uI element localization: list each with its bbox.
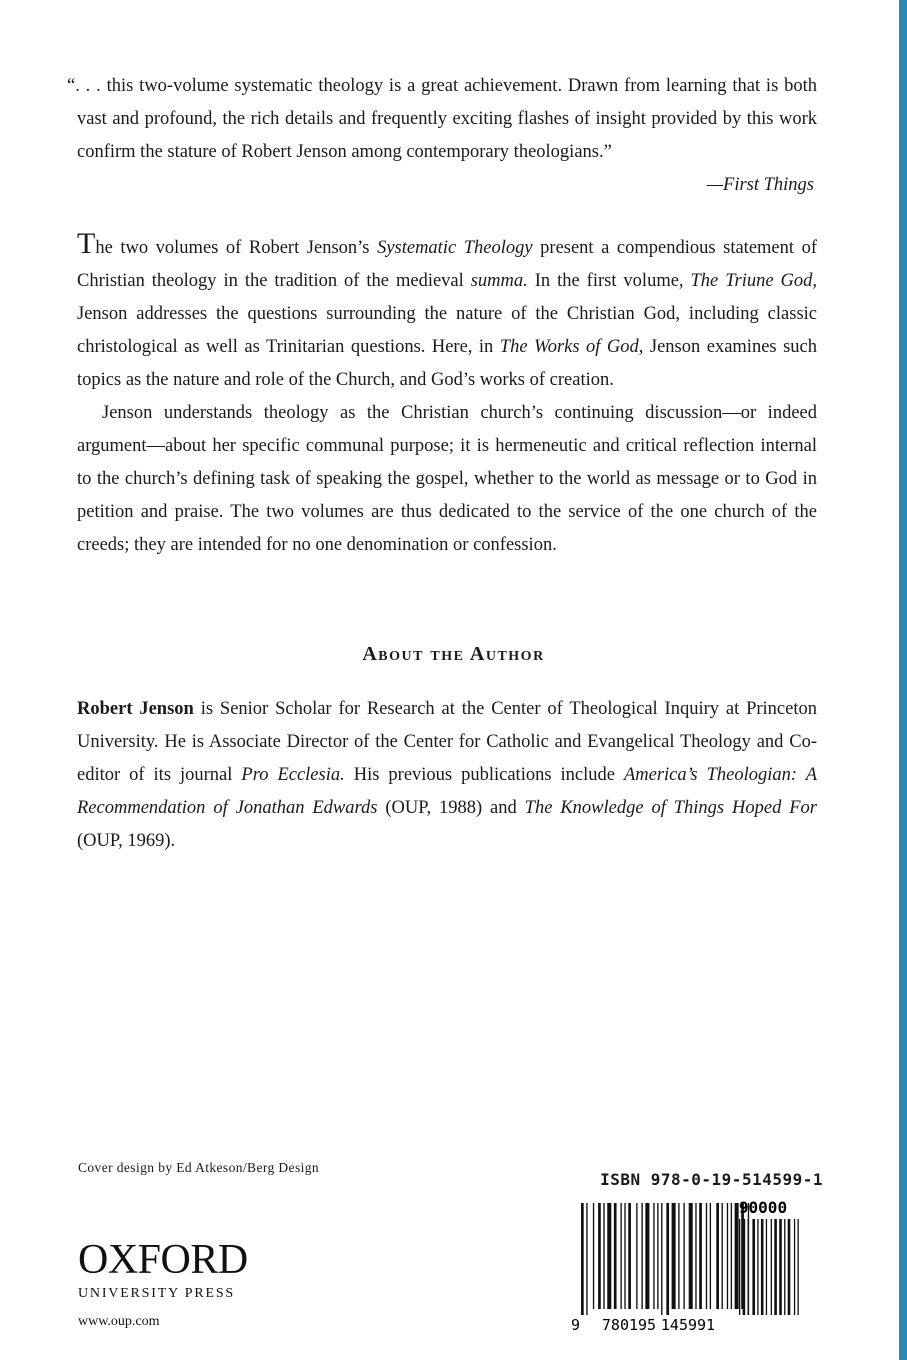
author-bio — [77, 693, 817, 858]
review-quote — [67, 70, 817, 202]
spine-edge-stripe — [899, 0, 907, 1360]
barcode-bar — [607, 1203, 611, 1309]
isbn-barcode-block — [567, 1171, 823, 1334]
barcode-bar — [710, 1203, 711, 1309]
bio-journal-title: Pro Ecclesia. — [241, 765, 345, 785]
addon-bar — [779, 1219, 782, 1315]
addon-bar — [771, 1219, 772, 1315]
barcode-bar — [657, 1203, 658, 1309]
barcode — [567, 1189, 823, 1334]
addon-bar — [784, 1219, 785, 1315]
desc-title-triune-god: The Triune God, — [690, 271, 817, 291]
barcode-bar — [645, 1203, 649, 1309]
publisher-logo — [78, 1238, 248, 1330]
quote-attribution: —First Things — [706, 175, 814, 195]
desc-text: Jenson addresses the questions surrounding the nature of the Christian God, including classic christological as well as Trinitarian questions. Here, in — [77, 304, 817, 357]
bio-book-title-1: America’s Theologian: A Recommendation of Jonathan Edwards — [77, 765, 817, 818]
barcode-bar — [603, 1203, 604, 1309]
addon-bar — [761, 1219, 764, 1315]
barcode-bar — [593, 1203, 594, 1309]
barcode-bar — [695, 1203, 696, 1309]
desc-text: In the first volume, — [527, 271, 691, 291]
addon-bar — [788, 1219, 791, 1315]
addon-bar — [739, 1219, 740, 1315]
isbn-label: ISBN 978-0-19-514599-1 — [600, 1170, 823, 1189]
bio-text: is Senior Scholar for Research at the Center of Theological Inquiry at Princeton University. He is Associate Director of the Center for Catholic and Evangelical Theology and Co-editor of its journal — [77, 699, 817, 785]
addon-bar — [794, 1219, 795, 1315]
about-author-heading: About the Author — [362, 643, 545, 665]
barcode-bar — [661, 1203, 662, 1315]
barcode-digits-right: 145991 — [660, 1316, 716, 1334]
addon-bar — [752, 1219, 755, 1315]
description-paragraph-1 — [77, 227, 817, 397]
barcode-bar — [586, 1203, 587, 1315]
addon-bar — [798, 1219, 799, 1315]
desc-text: present a compendious statement of Christian theology in the tradition of the medieval — [77, 238, 817, 291]
barcode-bar — [614, 1203, 617, 1309]
publisher-subtitle: UNIVERSITY PRESS — [78, 1286, 236, 1301]
quote-text: “. . . this two-volume systematic theology is a great achievement. Drawn from learning that is both vast and profound, the rich details and frequently exciting flashes of insight provided by this work confirm the stature of Robert Jenson among contemporary theologians.” — [67, 76, 817, 162]
publisher-name: OXFORD — [78, 1237, 248, 1283]
publisher-url: www.oup.com — [78, 1314, 160, 1329]
addon-bar — [774, 1219, 777, 1315]
addon-bar — [766, 1219, 767, 1315]
book-description — [77, 227, 817, 562]
barcode-bar — [598, 1203, 601, 1309]
bio-book-title-2: The Knowledge of Things Hoped For — [524, 798, 817, 818]
barcode-digit-lead: 9 — [571, 1316, 581, 1334]
barcode-bar — [666, 1203, 669, 1315]
barcode-bar — [731, 1203, 732, 1309]
desc-title-works-of-god: The Works of God, — [499, 337, 644, 357]
barcode-bar — [735, 1203, 739, 1309]
barcode-bar — [628, 1203, 631, 1309]
barcode-bar — [706, 1203, 707, 1309]
barcode-bar — [636, 1203, 637, 1309]
barcode-bar — [678, 1203, 679, 1309]
barcode-bar — [689, 1203, 693, 1309]
barcode-digits-left: 780195 — [601, 1316, 657, 1334]
ean13-bars — [581, 1203, 749, 1315]
drop-cap: T — [77, 227, 96, 260]
desc-text: Jenson examines such topics as the nature and role of the Church, and God’s works of creation. — [77, 337, 817, 390]
description-paragraph-2: Jenson understands theology as the Christian church’s continuing discussion—or indeed argument—about her specific communal purpose; it is hermeneutic and critical reflection internal to the church’s defining task of speaking the gospel, whether to the world as message or to God in petition and praise. The two volumes are thus dedicated to the service of the one church of the creeds; they are intended for no one denomination or confession. — [77, 403, 817, 555]
barcode-bar — [699, 1203, 702, 1309]
addon-bar — [748, 1219, 749, 1315]
price-addon-bars — [739, 1219, 799, 1315]
barcode-bar — [581, 1203, 584, 1315]
bio-text: (OUP, 1969). — [77, 831, 176, 851]
desc-title-systematic-theology: Systematic Theology — [377, 238, 533, 258]
barcode-bar — [653, 1203, 654, 1309]
barcode-bar — [716, 1203, 719, 1309]
bio-text: His previous publications include — [344, 765, 624, 785]
barcode-bar — [641, 1203, 642, 1309]
price-code-text: 90000 — [738, 1198, 788, 1217]
barcode-bar — [624, 1203, 625, 1309]
addon-bar — [757, 1219, 758, 1315]
author-name: Robert Jenson — [77, 699, 194, 719]
barcode-bar — [727, 1203, 728, 1309]
barcode-bar — [672, 1203, 676, 1309]
barcode-bar — [620, 1203, 621, 1309]
desc-term-summa: summa. — [470, 271, 528, 291]
addon-bar — [743, 1219, 746, 1315]
bio-text: (OUP, 1988) and — [377, 798, 525, 818]
barcode-bar — [683, 1203, 684, 1309]
author-bio-paragraph — [77, 693, 817, 858]
cover-design-credit: Cover design by Ed Atkeson/Berg Design — [78, 1160, 320, 1175]
desc-text: he two volumes of Robert Jenson’s — [95, 238, 378, 258]
barcode-bar — [722, 1203, 723, 1309]
